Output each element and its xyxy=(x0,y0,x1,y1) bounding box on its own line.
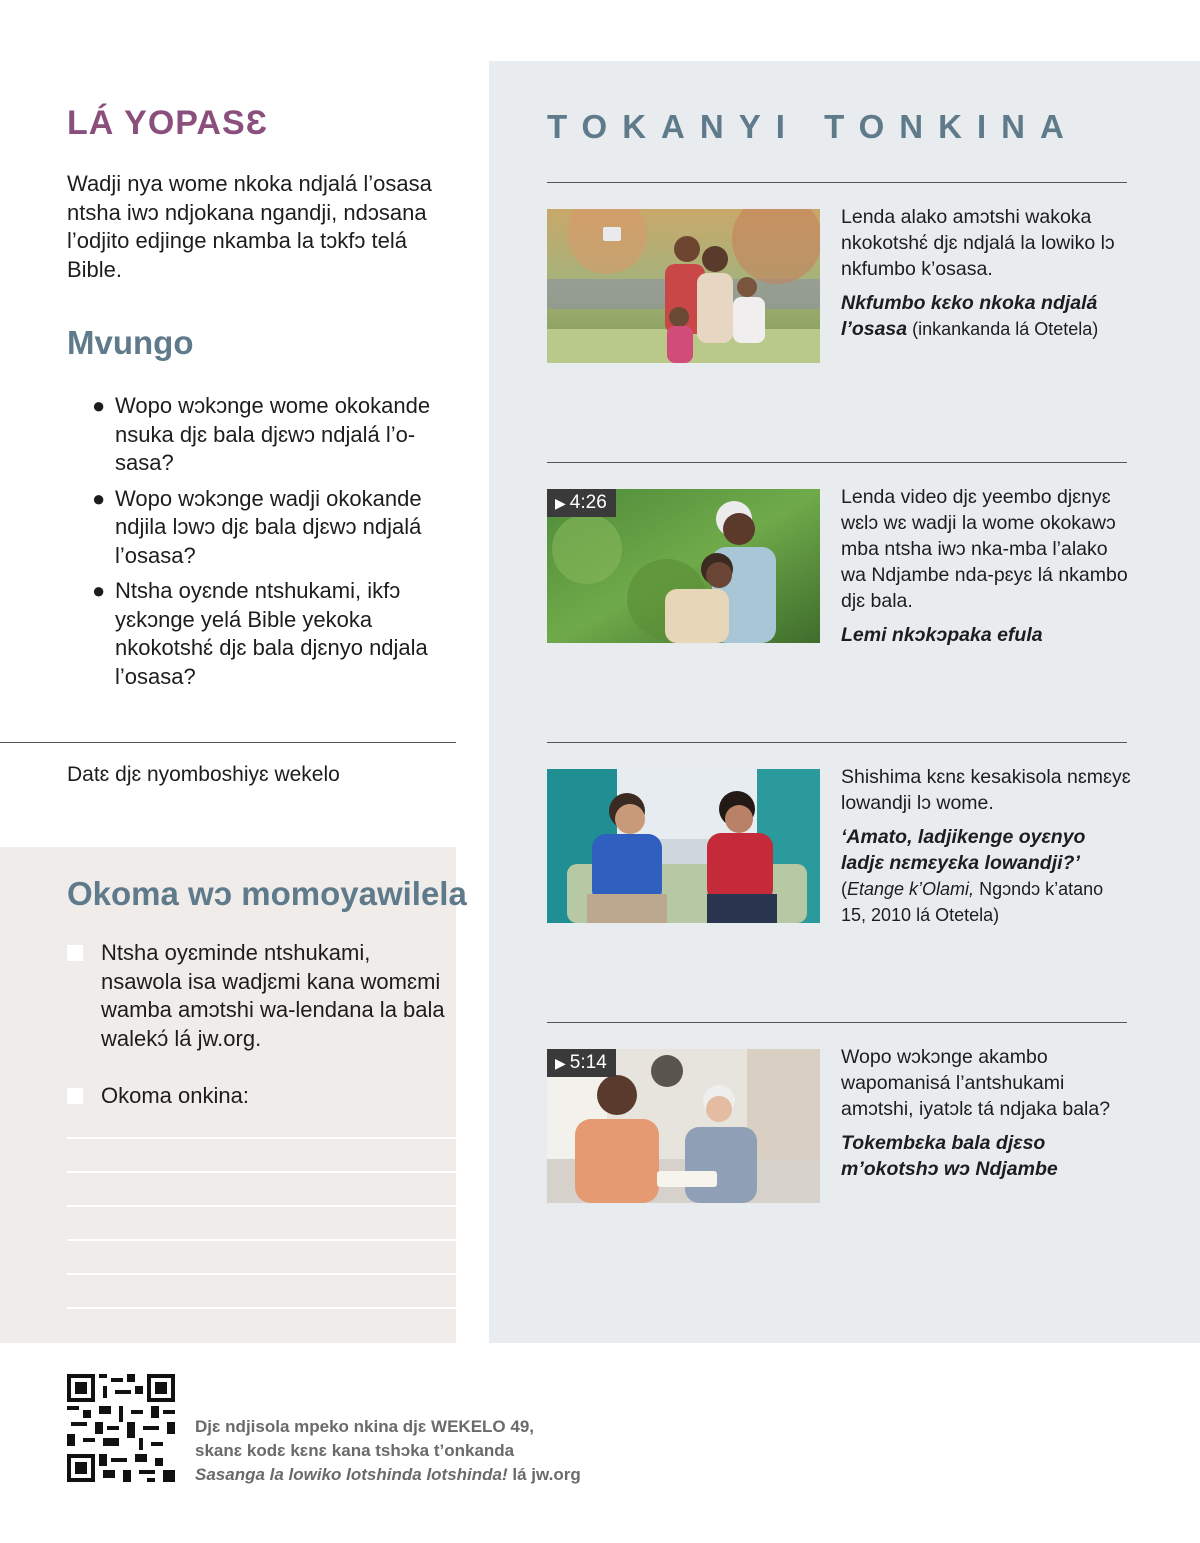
resource-link[interactable]: ‘Amato, ladjikenge oyɛnyo ladjɛ nɛmɛyɛka lowandji?’ (Etange k’Olami, Ngɔndɔ k’atano 15, 2010 lá Otetela) xyxy=(841,826,1104,925)
explore-title: TOKANYI TONKINA xyxy=(547,108,1079,145)
review-question: ● Wopo wɔkɔnge wome okokande nsuka djɛ bala djɛwɔ ndjalá l’o-sasa? xyxy=(92,393,431,475)
goals-title: Okoma wɔ momoyawilela xyxy=(67,875,467,912)
recap-intro: Wadji nya wome nkoka ndjalá l’osasa ntsha iwɔ ndjokana ngandji, ndɔsana l’odjito edjinge nkamba la tɔkfɔ telá Bible. xyxy=(67,171,432,282)
bullet-icon: ● xyxy=(92,485,106,511)
writing-line[interactable] xyxy=(67,1273,456,1275)
couple-reading-bible-video[interactable] xyxy=(547,1049,820,1203)
family-selfie-park-photo[interactable] xyxy=(547,209,820,363)
completion-date-label: Datɛ djɛ nyomboshiyɛ wekelo xyxy=(67,763,340,786)
couple-talking-on-couch-photo[interactable] xyxy=(547,769,820,923)
resource-link[interactable]: Tokembɛka bala djɛso m’okotshɔ wɔ Ndjambe xyxy=(841,1132,1058,1180)
review-question: ● Wopo wɔkɔnge wadji okokande ndjila lɔwɔ djɛ bala djɛwɔ ndjalá l’osasa? xyxy=(92,485,422,568)
goal-checkbox[interactable] xyxy=(67,945,83,961)
qr-code-icon[interactable] xyxy=(67,1374,175,1482)
resource-description: Wopo wɔkɔnge akambo wapomanisá l’antshukami amɔtshi, iyatɔlɛ tá ndjaka bala? xyxy=(841,1046,1111,1120)
divider xyxy=(547,1022,1127,1023)
resource-description: Lenda video djɛ yeembo djɛnyɛ wɛlɔ wɛ wadji la wome okokawɔ mba ntsha iwɔ nka-mba l’alako wa Ndjambe nda-pɛyɛ lá nkambo djɛ bala. xyxy=(841,486,1128,612)
writing-line[interactable] xyxy=(67,1137,456,1139)
resource-link[interactable]: Lemi nkɔkɔpaka efula xyxy=(841,624,1043,646)
play-icon: ▶ xyxy=(555,1055,566,1071)
writing-line[interactable] xyxy=(67,1307,456,1309)
video-duration-badge: ▶ 5:14 xyxy=(547,1049,616,1077)
footer-note: Djɛ ndjisola mpeko nkina djɛ WEKELO 49, skanɛ kodɛ kɛnɛ kana tshɔka t’onkanda Sasanga la lowiko lotshinda lotshinda! lá jw.org xyxy=(195,1417,581,1484)
bullet-icon: ● xyxy=(92,578,106,603)
review-title: Mvungo xyxy=(67,324,194,361)
play-icon: ▶ xyxy=(555,495,566,511)
goal-checkbox[interactable] xyxy=(67,1088,83,1104)
resource-link[interactable]: Nkfumbo kɛko nkoka ndjalá l’osasa (inkankanda lá Otetela) xyxy=(841,292,1099,340)
goal-item xyxy=(67,939,446,1053)
divider xyxy=(547,742,1127,743)
goal-text: Okoma onkina: xyxy=(101,1083,249,1108)
writing-line[interactable] xyxy=(67,1239,456,1241)
bullet-icon: ● xyxy=(92,393,106,418)
writing-line[interactable] xyxy=(67,1171,456,1173)
review-question: ● Ntsha oyɛnde ntshukami, ikfɔ yɛkɔnge yelá Bible yekoka nkokotshɛ́ djɛ bala djɛnyo ndjala l’osasa? xyxy=(92,578,428,689)
goal-item xyxy=(67,1082,446,1111)
older-couple-embracing-video[interactable] xyxy=(547,489,820,643)
divider xyxy=(547,182,1127,183)
goal-text: Ntsha oyɛminde ntshukami, nsawola isa wadjɛmi kana womɛmi wamba amɔtshi wa-lendana la bala walekɔ́ lá jw.org. xyxy=(101,940,445,1051)
resource-description: Shishima kɛnɛ kesakisola nɛmɛyɛ lowandji lɔ wome. xyxy=(841,766,1131,814)
divider xyxy=(547,462,1127,463)
recap-title: LÁ YOPASƐ xyxy=(67,104,268,142)
writing-line[interactable] xyxy=(67,1205,456,1207)
video-duration-badge: ▶ 4:26 xyxy=(547,489,616,517)
review-question-list xyxy=(92,392,452,698)
footer-link[interactable]: Sasanga la lowiko lotshinda lotshinda! xyxy=(195,1465,508,1484)
resource-description: Lenda alako amɔtshi wakoka nkokotshɛ́ djɛ ndjalá la lowiko lɔ nkfumbo k’osasa. xyxy=(841,206,1115,280)
divider xyxy=(0,742,456,743)
